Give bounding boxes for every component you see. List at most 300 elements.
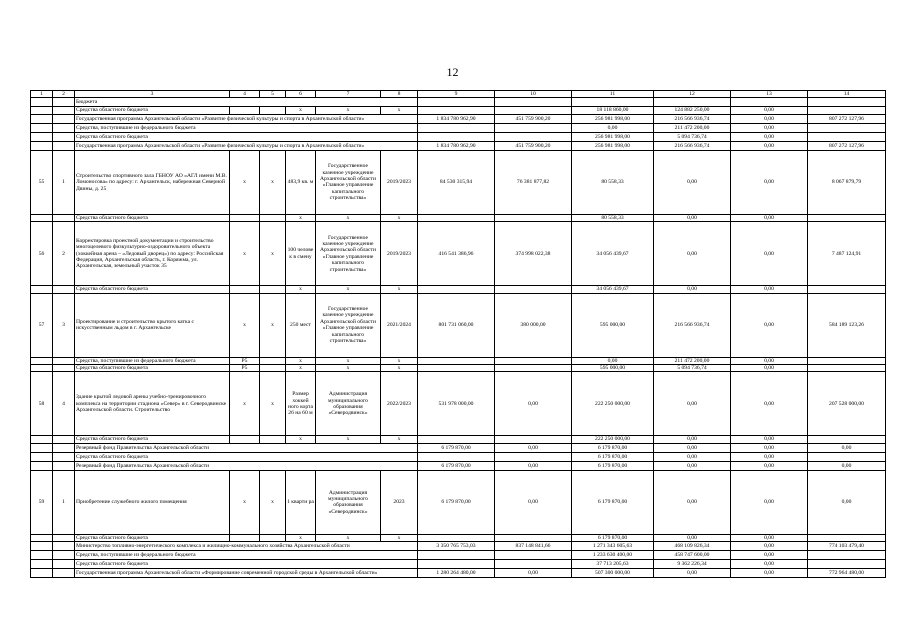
amount-cell: 0,00: [731, 123, 808, 132]
empty-cell: [31, 132, 53, 141]
amount-cell: 772 964 480,00: [808, 569, 886, 578]
amount-cell: 0,00: [731, 461, 808, 470]
row-label: Министерство топливно-энергетического комплекса и жилищно-коммунального хозяйства Архангельской области: [75, 542, 418, 551]
amount-cell: 807 272 127,96: [808, 141, 886, 150]
item-number: [53, 286, 75, 293]
customer-cell: Государственное казенное учреждение Архангельской области «Главное управление капитального строительства»: [316, 222, 381, 286]
project-row: [31, 222, 886, 286]
amount-cell: 0,00: [731, 214, 808, 221]
amount-cell: [418, 436, 495, 443]
amount-cell: [418, 286, 495, 293]
code-cell: [230, 436, 260, 443]
amount-cell: 0,00: [808, 461, 886, 470]
column-header: 7: [316, 91, 381, 98]
code-cell: [260, 107, 286, 114]
amount-cell: [495, 98, 572, 107]
code-cell: [230, 214, 260, 221]
amount-cell: 0,00: [654, 569, 731, 578]
amount-cell: 0,00: [731, 132, 808, 141]
row-number: 55: [31, 150, 53, 214]
amount-cell: 6 179 870,00: [572, 452, 654, 461]
amount-cell: 0,00: [654, 461, 731, 470]
amount-cell: 468 109 826,34: [654, 542, 731, 551]
table-row: [31, 436, 886, 443]
amount-cell: 6 179 870,00: [572, 534, 654, 541]
row-number: 56: [31, 222, 53, 286]
amount-cell: 1 233 630 400,00: [572, 551, 654, 560]
amount-cell: 80 558,33: [572, 150, 654, 214]
amount-cell: [495, 123, 572, 132]
capacity-cell: 483,9 кв. м: [286, 150, 316, 214]
object-name: Здание крытой ледовой арены учебно-тренировочного комплекса на территории стадиона «Север» в г. Северодвинске Архангельской области. Строительство: [75, 372, 230, 436]
amount-cell: [495, 286, 572, 293]
item-number: 2: [53, 222, 75, 286]
code-cell: х: [260, 293, 286, 357]
row-label: Бюджета: [75, 98, 418, 107]
amount-cell: [808, 452, 886, 461]
project-row: [31, 293, 886, 357]
amount-cell: 380 000,00: [495, 293, 572, 357]
amount-cell: 0,00: [731, 560, 808, 569]
object-name: Строительство спортивного зала ГБНОУ АО «АГЛ имени М.В. Ломоносова» по адресу: г. Архангельск, набережная Северной Двины, д. 25: [75, 150, 230, 214]
amount-cell: 34 056 439,67: [572, 222, 654, 286]
empty-cell: [31, 141, 53, 150]
code-cell: [230, 286, 260, 293]
capacity-cell: х: [286, 357, 316, 364]
amount-cell: 256 981 998,00: [572, 141, 654, 150]
row-number: [31, 436, 53, 443]
amount-cell: 6 179 870,00: [418, 461, 495, 470]
empty-cell: [53, 452, 75, 461]
table-row: [31, 357, 886, 364]
amount-cell: 8 067 879,79: [808, 150, 886, 214]
row-label: Средства, поступившие из федерального бюджета: [75, 551, 418, 560]
amount-cell: 0,00: [808, 470, 886, 534]
code-cell: х: [230, 470, 260, 534]
amount-cell: 0,00: [654, 222, 731, 286]
amount-cell: 595 000,00: [572, 293, 654, 357]
amount-cell: 0,00: [654, 436, 731, 443]
amount-cell: [495, 551, 572, 560]
column-header: 5: [260, 91, 286, 98]
table-row: [31, 286, 886, 293]
table-row: [31, 542, 886, 551]
page-number: 12: [446, 65, 459, 79]
empty-cell: [53, 443, 75, 452]
period-cell: 2023: [381, 470, 418, 534]
table-row: [31, 365, 886, 372]
item-number: 3: [53, 293, 75, 357]
amount-cell: [418, 365, 495, 372]
empty-cell: [53, 132, 75, 141]
capacity-cell: х: [286, 107, 316, 114]
amount-cell: 584 189 123,26: [808, 293, 886, 357]
customer-cell: х: [316, 214, 381, 221]
column-header: 6: [286, 91, 316, 98]
budget-table: [30, 90, 886, 578]
amount-cell: 7 487 124,91: [808, 222, 886, 286]
amount-cell: 0,00: [731, 470, 808, 534]
amount-cell: 6 179 870,00: [572, 461, 654, 470]
amount-cell: [495, 452, 572, 461]
code-cell: х: [230, 222, 260, 286]
amount-cell: 3 350 765 753,03: [418, 542, 495, 551]
column-header: 2: [53, 91, 75, 98]
row-label: Средства областного бюджета: [75, 132, 418, 141]
row-number: 57: [31, 293, 53, 357]
code-cell: [260, 436, 286, 443]
capacity-cell: х: [286, 365, 316, 372]
empty-cell: [31, 461, 53, 470]
item-number: 1: [53, 150, 75, 214]
empty-cell: [53, 569, 75, 578]
period-cell: х: [381, 357, 418, 364]
item-number: [53, 436, 75, 443]
code-cell: х: [230, 150, 260, 214]
amount-cell: 0,00: [654, 150, 731, 214]
object-name: Средства областного бюджета: [75, 534, 230, 541]
amount-cell: 1 280 264 480,00: [418, 569, 495, 578]
column-header: 8: [381, 91, 418, 98]
table-row: [31, 107, 886, 114]
period-cell: х: [381, 107, 418, 114]
row-number: 58: [31, 372, 53, 436]
period-cell: 2021/2024: [381, 293, 418, 357]
row-number: [31, 107, 53, 114]
amount-cell: [418, 357, 495, 364]
amount-cell: 0,00: [731, 141, 808, 150]
empty-cell: [31, 443, 53, 452]
amount-cell: 9 362 226,34: [654, 560, 731, 569]
item-number: [53, 357, 75, 364]
table-row: [31, 461, 886, 470]
amount-cell: 0,00: [731, 222, 808, 286]
project-row: [31, 372, 886, 436]
row-label: Государственная программа Архангельской области «Развитие физической культуры и спорта в Архангельской области»: [75, 141, 418, 150]
amount-cell: 0,00: [731, 542, 808, 551]
object-name: Приобретение служебного жилого помещения: [75, 470, 230, 534]
column-header: 13: [731, 91, 808, 98]
amount-cell: 1 271 343 605,63: [572, 542, 654, 551]
period-cell: х: [381, 214, 418, 221]
amount-cell: 1 834 780 962,90: [418, 141, 495, 150]
amount-cell: 124 882 250,00: [654, 107, 731, 114]
amount-cell: 0,00: [654, 452, 731, 461]
amount-cell: [808, 286, 886, 293]
code-cell: [260, 365, 286, 372]
amount-cell: 774 103 479,40: [808, 542, 886, 551]
amount-cell: 5 094 736,74: [654, 365, 731, 372]
amount-cell: [808, 357, 886, 364]
amount-cell: 18 118 860,00: [572, 107, 654, 114]
table-row: [31, 551, 886, 560]
amount-cell: [418, 107, 495, 114]
amount-cell: 222 250 000,00: [572, 372, 654, 436]
amount-cell: [572, 98, 654, 107]
amount-cell: 80 558,33: [572, 214, 654, 221]
row-label: Резервный фонд Правительства Архангельской области: [75, 443, 418, 452]
table-row: [31, 214, 886, 221]
object-name: Средства областного бюджета: [75, 365, 230, 372]
customer-cell: х: [316, 436, 381, 443]
amount-cell: [418, 452, 495, 461]
customer-cell: Администрация муниципального образования «Северодвинск»: [316, 470, 381, 534]
object-name: Средства областного бюджета: [75, 107, 230, 114]
amount-cell: [418, 560, 495, 569]
header-row: [31, 91, 886, 98]
amount-cell: 451 759 900,20: [495, 114, 572, 123]
project-row: [31, 470, 886, 534]
empty-cell: [31, 452, 53, 461]
amount-cell: 0,00: [731, 551, 808, 560]
capacity-cell: х: [286, 534, 316, 541]
amount-cell: 211 472 200,00: [654, 357, 731, 364]
amount-cell: 37 713 205,63: [572, 560, 654, 569]
table-row: [31, 569, 886, 578]
capacity-cell: х: [286, 214, 316, 221]
table-row: [31, 98, 886, 107]
amount-cell: 256 981 998,00: [572, 132, 654, 141]
table-row: [31, 452, 886, 461]
empty-cell: [53, 123, 75, 132]
code-cell: [230, 534, 260, 541]
amount-cell: [808, 98, 886, 107]
row-number: [31, 286, 53, 293]
capacity-cell: 250 мест: [286, 293, 316, 357]
capacity-cell: 100 челове к в смену: [286, 222, 316, 286]
amount-cell: 0,00: [731, 150, 808, 214]
amount-cell: 76 381 877,82: [495, 150, 572, 214]
empty-cell: [31, 560, 53, 569]
amount-cell: 0,00: [731, 436, 808, 443]
item-number: [53, 365, 75, 372]
empty-cell: [31, 114, 53, 123]
amount-cell: [495, 534, 572, 541]
capacity-cell: Размер хоккей ного корта 26 на 60 м: [286, 372, 316, 436]
empty-cell: [53, 551, 75, 560]
period-cell: х: [381, 436, 418, 443]
row-label: Государственная программа Архангельской области «Формирование современной городской среды в Архангельской области»: [75, 569, 418, 578]
code-cell: х: [260, 150, 286, 214]
column-header: 4: [230, 91, 260, 98]
column-header: 10: [495, 91, 572, 98]
capacity-cell: 1 кварти ра: [286, 470, 316, 534]
amount-cell: [418, 551, 495, 560]
amount-cell: 6 179 870,00: [418, 470, 495, 534]
amount-cell: 216 566 936,74: [654, 141, 731, 150]
item-number: 1: [53, 470, 75, 534]
amount-cell: 0,00: [731, 569, 808, 578]
code-cell: [260, 534, 286, 541]
code-cell: [230, 107, 260, 114]
amount-cell: 6 179 870,00: [572, 470, 654, 534]
empty-cell: [53, 542, 75, 551]
code-cell: [260, 214, 286, 221]
amount-cell: 0,00: [731, 534, 808, 541]
empty-cell: [53, 560, 75, 569]
amount-cell: 216 566 936,74: [654, 114, 731, 123]
customer-cell: Государственное казенное учреждение Архангельской области «Главное управление капитального строительства»: [316, 150, 381, 214]
empty-cell: [31, 123, 53, 132]
amount-cell: [418, 123, 495, 132]
amount-cell: 0,00: [495, 372, 572, 436]
table-row: [31, 114, 886, 123]
amount-cell: 6 179 870,00: [572, 443, 654, 452]
amount-cell: 84 530 315,94: [418, 150, 495, 214]
customer-cell: х: [316, 107, 381, 114]
project-row: [31, 150, 886, 214]
amount-cell: 801 731 060,00: [418, 293, 495, 357]
row-label: Государственная программа Архангельской области «Развитие физической культуры и спорта в Архангельской области»: [75, 114, 418, 123]
period-cell: х: [381, 286, 418, 293]
code-cell: P5: [230, 365, 260, 372]
amount-cell: 5 094 736,74: [654, 132, 731, 141]
amount-cell: [808, 534, 886, 541]
empty-cell: [31, 569, 53, 578]
object-name: Средства областного бюджета: [75, 436, 230, 443]
column-header: 14: [808, 91, 886, 98]
object-name: Средства областного бюджета: [75, 286, 230, 293]
code-cell: P5: [230, 357, 260, 364]
amount-cell: 0,00: [495, 461, 572, 470]
amount-cell: 837 148 841,66: [495, 542, 572, 551]
amount-cell: 0,00: [654, 372, 731, 436]
amount-cell: 374 998 022,38: [495, 222, 572, 286]
code-cell: х: [260, 470, 286, 534]
code-cell: х: [230, 372, 260, 436]
customer-cell: х: [316, 365, 381, 372]
customer-cell: х: [316, 534, 381, 541]
row-number: 59: [31, 470, 53, 534]
code-cell: [260, 286, 286, 293]
amount-cell: [495, 214, 572, 221]
table-row: [31, 141, 886, 150]
row-number: [31, 534, 53, 541]
amount-cell: [731, 98, 808, 107]
amount-cell: 0,00: [495, 443, 572, 452]
amount-cell: [808, 123, 886, 132]
amount-cell: [808, 132, 886, 141]
customer-cell: х: [316, 357, 381, 364]
capacity-cell: х: [286, 436, 316, 443]
customer-cell: Государственное казенное учреждение Архангельской области «Главное управление капитального строительства»: [316, 293, 381, 357]
column-header: 1: [31, 91, 53, 98]
row-number: [31, 357, 53, 364]
amount-cell: 0,00: [495, 470, 572, 534]
code-cell: [260, 357, 286, 364]
object-name: Средства областного бюджета: [75, 214, 230, 221]
amount-cell: [808, 214, 886, 221]
amount-cell: 211 472 200,00: [654, 123, 731, 132]
amount-cell: [418, 534, 495, 541]
amount-cell: 0,00: [731, 293, 808, 357]
amount-cell: [495, 365, 572, 372]
amount-cell: 34 056 439,67: [572, 286, 654, 293]
row-number: [31, 214, 53, 221]
object-name: Средства, поступившие из федерального бюджета: [75, 357, 230, 364]
amount-cell: 0,00: [731, 114, 808, 123]
column-header: 3: [75, 91, 230, 98]
amount-cell: 458 747 600,00: [654, 551, 731, 560]
row-number: [31, 365, 53, 372]
column-header: 12: [654, 91, 731, 98]
amount-cell: 207 528 000,00: [808, 372, 886, 436]
row-label: Средства, поступившие из федерального бюджета: [75, 123, 418, 132]
amount-cell: 1 834 780 962,90: [418, 114, 495, 123]
amount-cell: 0,00: [495, 569, 572, 578]
object-name: Проектирование и строительство крытого катка с искусственным льдом в г. Архангельске: [75, 293, 230, 357]
empty-cell: [31, 551, 53, 560]
row-label: Резервный фонд Правительства Архангельской области: [75, 461, 418, 470]
amount-cell: 507 300 000,00: [572, 569, 654, 578]
amount-cell: 0,00: [731, 107, 808, 114]
table-row: [31, 534, 886, 541]
amount-cell: 0,00: [654, 214, 731, 221]
period-cell: х: [381, 534, 418, 541]
amount-cell: [495, 107, 572, 114]
table-row: [31, 132, 886, 141]
object-name: Корректировка проектной документации и строительство многоцелевого физкультурно-оздоровительного объекта (хоккейная арена – «Ледовый дворец») по адресу: Российская Федерация, Архангельская область, г. Коряжма, ул. Архангельская, земельный участок 35: [75, 222, 230, 286]
amount-cell: 0,00: [808, 443, 886, 452]
column-header: 11: [572, 91, 654, 98]
amount-cell: 0,00: [654, 470, 731, 534]
amount-cell: 451 759 900,20: [495, 141, 572, 150]
amount-cell: 216 566 936,74: [654, 293, 731, 357]
capacity-cell: х: [286, 286, 316, 293]
amount-cell: 0,00: [654, 534, 731, 541]
amount-cell: 6 179 870,00: [418, 443, 495, 452]
amount-cell: [808, 365, 886, 372]
empty-cell: [53, 141, 75, 150]
amount-cell: 0,00: [731, 286, 808, 293]
period-cell: х: [381, 365, 418, 372]
item-number: [53, 107, 75, 114]
amount-cell: 256 981 998,00: [572, 114, 654, 123]
empty-cell: [31, 98, 53, 107]
column-header: 9: [418, 91, 495, 98]
period-cell: 2019/2023: [381, 150, 418, 214]
item-number: [53, 214, 75, 221]
amount-cell: 531 978 000,00: [418, 372, 495, 436]
period-cell: 2019/2023: [381, 222, 418, 286]
empty-cell: [53, 98, 75, 107]
amount-cell: 0,00: [731, 357, 808, 364]
row-label: Средства областного бюджета: [75, 452, 418, 461]
amount-cell: 0,00: [572, 123, 654, 132]
amount-cell: [495, 132, 572, 141]
amount-cell: [808, 107, 886, 114]
empty-cell: [31, 542, 53, 551]
amount-cell: 0,00: [654, 286, 731, 293]
empty-cell: [53, 461, 75, 470]
amount-cell: [808, 551, 886, 560]
period-cell: 2022/2023: [381, 372, 418, 436]
amount-cell: [495, 436, 572, 443]
amount-cell: 595 000,00: [572, 365, 654, 372]
amount-cell: 0,00: [731, 443, 808, 452]
amount-cell: 222 250 000,00: [572, 436, 654, 443]
code-cell: х: [260, 222, 286, 286]
amount-cell: [495, 357, 572, 364]
customer-cell: Администрация муниципального образования «Северодвинск»: [316, 372, 381, 436]
amount-cell: [654, 98, 731, 107]
amount-cell: [808, 560, 886, 569]
item-number: 4: [53, 372, 75, 436]
amount-cell: 0,00: [731, 372, 808, 436]
item-number: [53, 534, 75, 541]
amount-cell: 0,00: [731, 452, 808, 461]
amount-cell: [808, 436, 886, 443]
